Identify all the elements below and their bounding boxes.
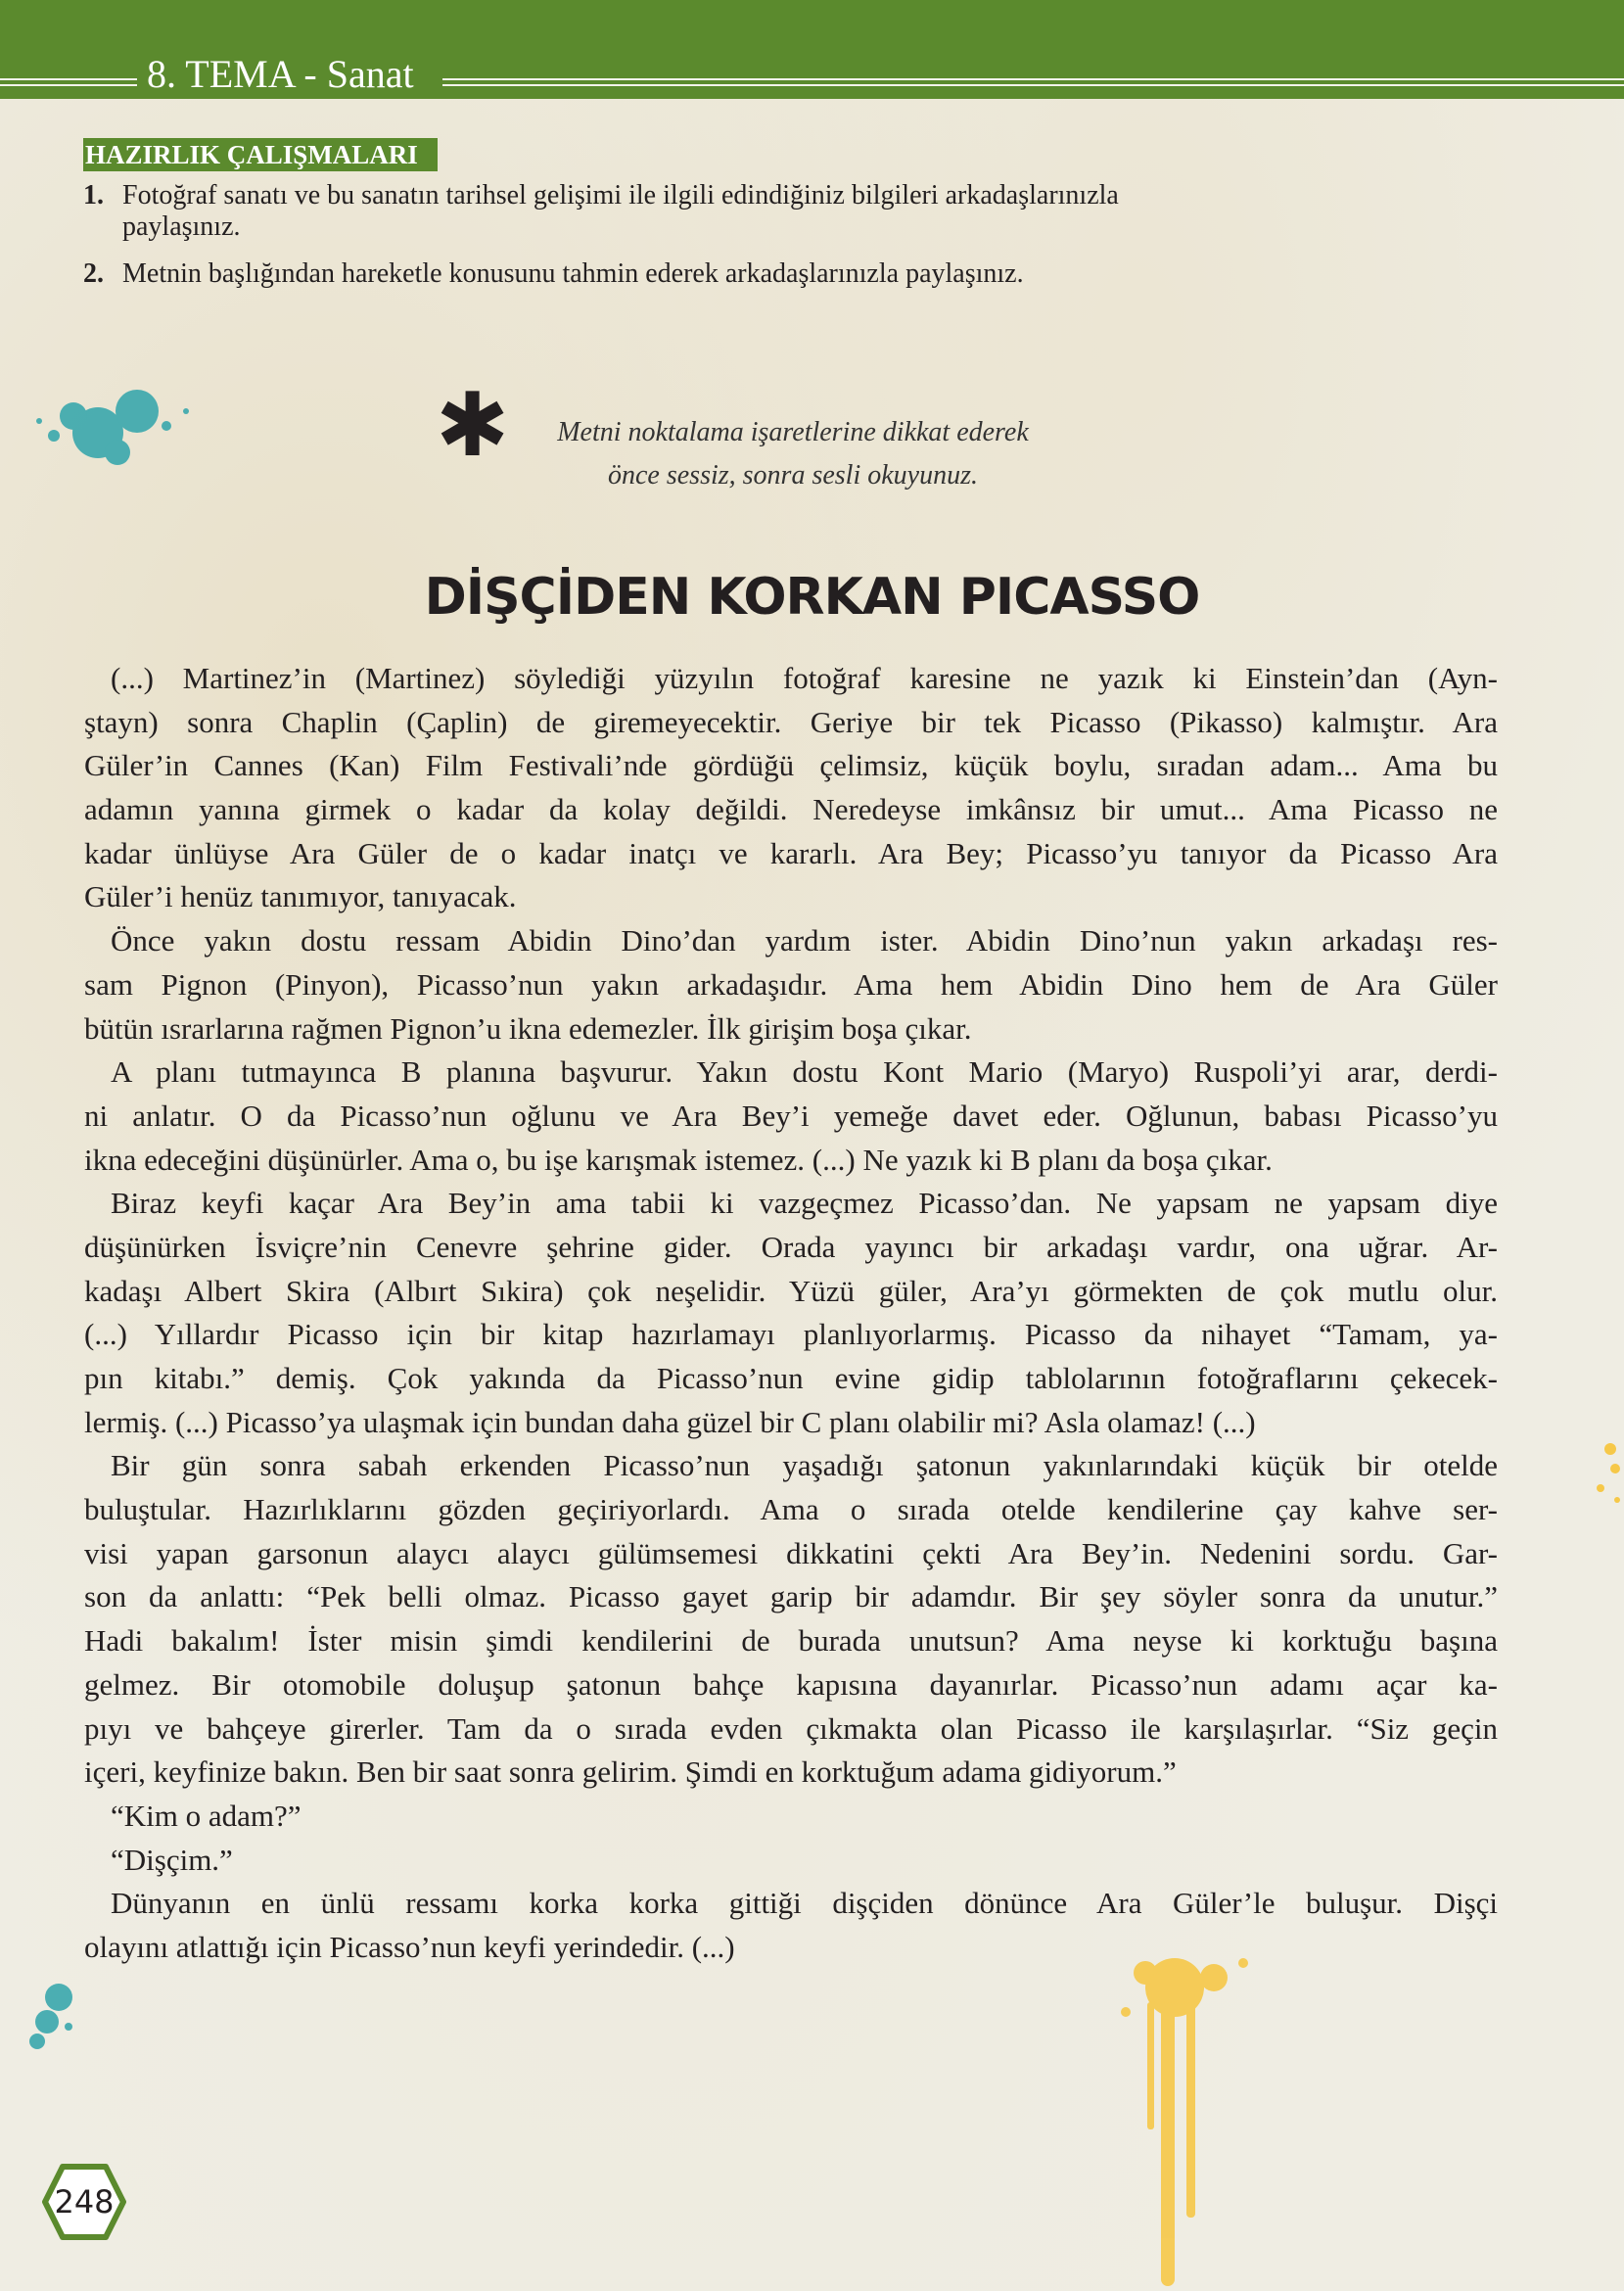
teal-paint-splash-icon [20,372,206,480]
article-line: ştayn) sonra Chaplin (Çaplin) de giremeyecektir. Geriye bir tek Picasso (Pikasso) kalmıştır. Ara [84,704,1498,739]
article-line: düşünürken İsviçre’nin Cenevre şehrine gider. Orada yayıncı bir arkadaşı vardır, ona uğrar. Ar- [84,1229,1498,1264]
article-line: Dünyanın en ünlü ressamı korka korka gittiği dişçiden dönünce Ara Güler’le buluşur. Dişçi [111,1886,1498,1921]
page-number: 248 [54,2183,115,2221]
item-text: Metnin başlığından hareketle konusunu tahmin ederek arkadaşlarınızla paylaşınız. [122,258,1024,289]
header-rule-left [0,78,137,86]
article-line: (...) Yıllardır Picasso için bir kitap hazırlamayı planlıyorlarmış. Picasso da nihayet “Tamam, ya- [84,1317,1498,1352]
article-line: olayını atlattığı için Picasso’nun keyfi yerindedir. (...) [84,1929,735,1964]
article-line: içeri, keyfinize bakın. Ben bir saat sonra gelirim. Şimdi en korktuğum adama gidiyorum.” [84,1754,1177,1790]
article-line: “Dişçim.” [111,1842,233,1877]
article-line: buluştular. Hazırlıklarını gözden geçiriyorlardı. Ama o sırada otelde kendilerine çay kahve ser- [84,1492,1498,1527]
reading-instruction [441,411,1145,497]
article-line: ni anlatır. O da Picasso’nun oğlunu ve Ara Bey’i yemeğe davet eder. Oğlunun, babası Picasso’yu [84,1098,1498,1133]
item-number: 2. [83,258,104,289]
preparation-item-1 [83,180,1119,243]
article-line: Biraz keyfi kaçar Ara Bey’in ama tabii ki vazgeçmez Picasso’dan. Ne yapsam ne yapsam diye [111,1186,1498,1221]
article-line: gelmez. Bir otomobile doluşup şatonun bahçe kapısına dayanırlar. Picasso’nun adamı açar ka- [84,1666,1498,1702]
theme-header-bar [0,0,1624,99]
article-line: pın kitabı.” demiş. Çok yakında da Picasso’nun evine gidip tablolarının fotoğraflarını çekecek- [84,1361,1498,1395]
article-line: Hadi bakalım! İster misin şimdi kendilerini de burada unutsun? Ama neyse ki korktuğu başına [84,1623,1498,1659]
article-line: kadaşı Albert Skira (Albırt Sıkira) çok neşelidir. Yüzü güler, Ara’yı görmekten de çok mutlu olur. [84,1273,1498,1308]
article-line: “Kim o adam?” [111,1798,302,1833]
article-line: ikna edeceğini düşünürler. Ama o, bu işe karışmak istemez. (...) Ne yazık ki B planı da boşa çıkar. [84,1142,1273,1177]
article-line: bütün ısrarlarına rağmen Pignon’u ikna edemezler. İlk girişim boşa çıkar. [84,1010,972,1046]
article-line: Güler’in Cannes (Kan) Film Festivali’nde gördüğü çelimsiz, küçük boylu, sıradan adam... Ama bu [84,748,1498,783]
article-line: visi yapan garsonun alaycı alaycı gülümsemesi dikkatini çekti Ara Bey’in. Nedenini sordu. Gar- [84,1535,1498,1570]
item-number: 1. [83,180,104,210]
instruction-line: önce sessiz, sonra sesli okuyunuz. [608,460,978,491]
article-line: A planı tutmayınca B planına başvurur. Yakın dostu Kont Mario (Maryo) Ruspoli’yi arar, derdi- [111,1054,1498,1090]
article-line: Bir gün sonra sabah erkenden Picasso’nun yaşadığı şatonun yakınlarındaki küçük bir otelde [111,1448,1498,1483]
preparation-item-2 [83,258,1024,290]
header-rule-right [442,78,1624,86]
article-line: son da anlattı: “Pek belli olmaz. Picasso gayet garip bir adamdır. Bir şey söyler sonra da unutur.” [84,1579,1498,1614]
article-line: (...) Martinez’in (Martinez) söylediği yüzyılın fotoğraf karesine ne yazık ki Einstein’dan (Ayn- [111,661,1498,695]
article-line: adamın yanına girmek o kadar da kolay değildi. Neredeyse imkânsız bir umut... Ama Picasso ne [84,792,1498,827]
theme-title: 8. TEMA - Sanat [147,52,414,96]
article-line: pıyı ve bahçeye girerler. Tam da o sırada evden çıkmakta olan Picasso ile karşılaşırlar. “Siz geçin [84,1710,1498,1746]
item-text: Fotoğraf sanatı ve bu sanatın tarihsel gelişimi ile ilgili edindiğiniz bilgileri arkadaşlarınızla [122,180,1119,210]
instruction-line: Metni noktalama işaretlerine dikkat ederek [557,417,1029,447]
article-line: sam Pignon (Pinyon), Picasso’nun yakın arkadaşıdır. Ama hem Abidin Dino hem de Ara Güler [84,966,1498,1002]
yellow-paint-splash-icon [1586,1439,1624,1518]
asterisk-icon: ✱ [436,374,510,477]
article-line: lermiş. (...) Picasso’ya ulaşmak için bundan daha güzel bir C planı olabilir mi? Asla olamaz! (...) [84,1404,1256,1439]
article-title: DİŞÇİDEN KORKAN PICASSO [424,568,1200,627]
article-line: Güler’i henüz tanımıyor, tanıyacak. [84,879,517,914]
article-line: Önce yakın dostu ressam Abidin Dino’dan yardım ister. Abidin Dino’nun yakın arkadaşı res- [111,923,1498,958]
article-line: kadar ünlüyse Ara Güler de o kadar inatçı ve kararlı. Ara Bey; Picasso’yu tanıyor da Picasso Ara [84,835,1498,870]
teal-paint-splash-icon [10,1968,88,2066]
preparation-label: HAZIRLIK ÇALIŞMALARI [83,138,438,171]
yellow-paint-drip-icon [1096,1934,1273,2291]
article-body [84,657,1498,1970]
item-text: paylaşınız. [122,211,241,242]
